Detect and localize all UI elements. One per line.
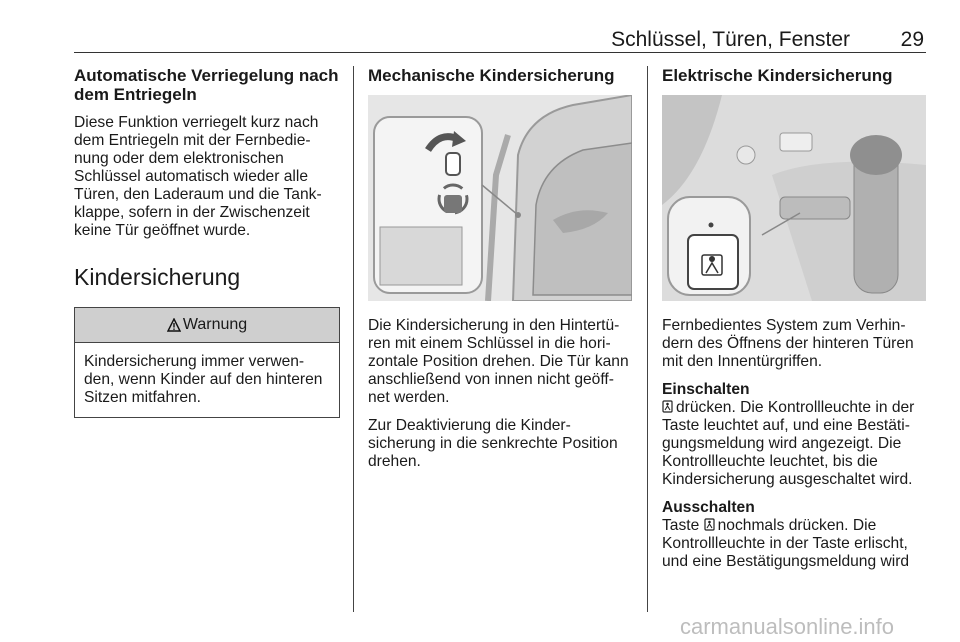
warning-title: Warnung [182, 316, 248, 333]
column-right [662, 66, 928, 581]
child-lock-heading: Kindersicherung [74, 264, 241, 290]
column-middle [368, 66, 633, 481]
switch-off-body-a: Taste [662, 517, 700, 534]
column-divider [353, 66, 354, 612]
mechanical-lock-heading: Mechanische Kindersicherung [368, 66, 615, 85]
warning-triangle-icon [167, 318, 181, 332]
mechanical-lock-paragraph-1: Die Kindersicherung in den Hintertü-ren mit einem Schlüssel in die hori-zontale Position drehen. Die Tür kann anschließend von innen nicht geöff-net werden. [368, 317, 629, 406]
mechanical-lock-paragraph-2: Zur Deaktivierung die Kinder-sicherung in die senkrechte Position drehen. [368, 417, 618, 470]
watermark: carmanualsonline.info [680, 614, 895, 639]
child-lock-icon [662, 400, 673, 413]
electric-lock-paragraph: Fernbedientes System zum Verhin-dern des Öffnens der hinteren Türen mit den Innentürgriffen. [662, 317, 914, 370]
switch-off-text [662, 517, 928, 571]
auto-lock-heading: Automatische Verriegelung nach dem Entriegeln [74, 66, 339, 104]
page-header [74, 28, 926, 53]
warning-box [74, 307, 340, 418]
column-left [74, 66, 340, 418]
child-lock-icon [704, 518, 715, 531]
page-number: 29 [900, 28, 924, 51]
column-divider [647, 66, 648, 612]
warning-text: Kindersicherung immer verwen-den, wenn Kinder auf den hinteren Sitzen mitfahren. [84, 353, 323, 406]
dashboard-child-lock-illustration [662, 95, 926, 301]
switch-off-body-b: nochmals drücken. Die Kontrollleuchte in der Taste erlischt, und eine Bestätigungsmeldung wird [662, 517, 910, 570]
switch-on-text [662, 399, 928, 489]
switch-on-body: drücken. Die Kontrollleuchte in der Taste leuchtet auf, und eine Bestäti-gungsmeldung wird angezeigt. Die Kontrollleuchte leuchtet, bis die Kindersicherung ausgeschaltet wird. [662, 399, 915, 488]
switch-off-title: Ausschalten [662, 499, 755, 516]
warning-header [75, 308, 339, 343]
rear-door-lock-illustration [368, 95, 632, 301]
switch-on-title: Einschalten [662, 381, 750, 398]
electric-lock-heading: Elektrische Kindersicherung [662, 66, 893, 85]
chapter-title: Schlüssel, Türen, Fenster [611, 28, 850, 51]
auto-lock-paragraph: Diese Funktion verriegelt kurz nach dem Entriegeln mit der Fernbedie-nung oder dem elektronischen Schlüssel automatisch wieder alle Türen, den Laderaum und die Tank-klappe, sofern in der Zwischenzeit keine Tür geöffnet wurde. [74, 114, 322, 239]
